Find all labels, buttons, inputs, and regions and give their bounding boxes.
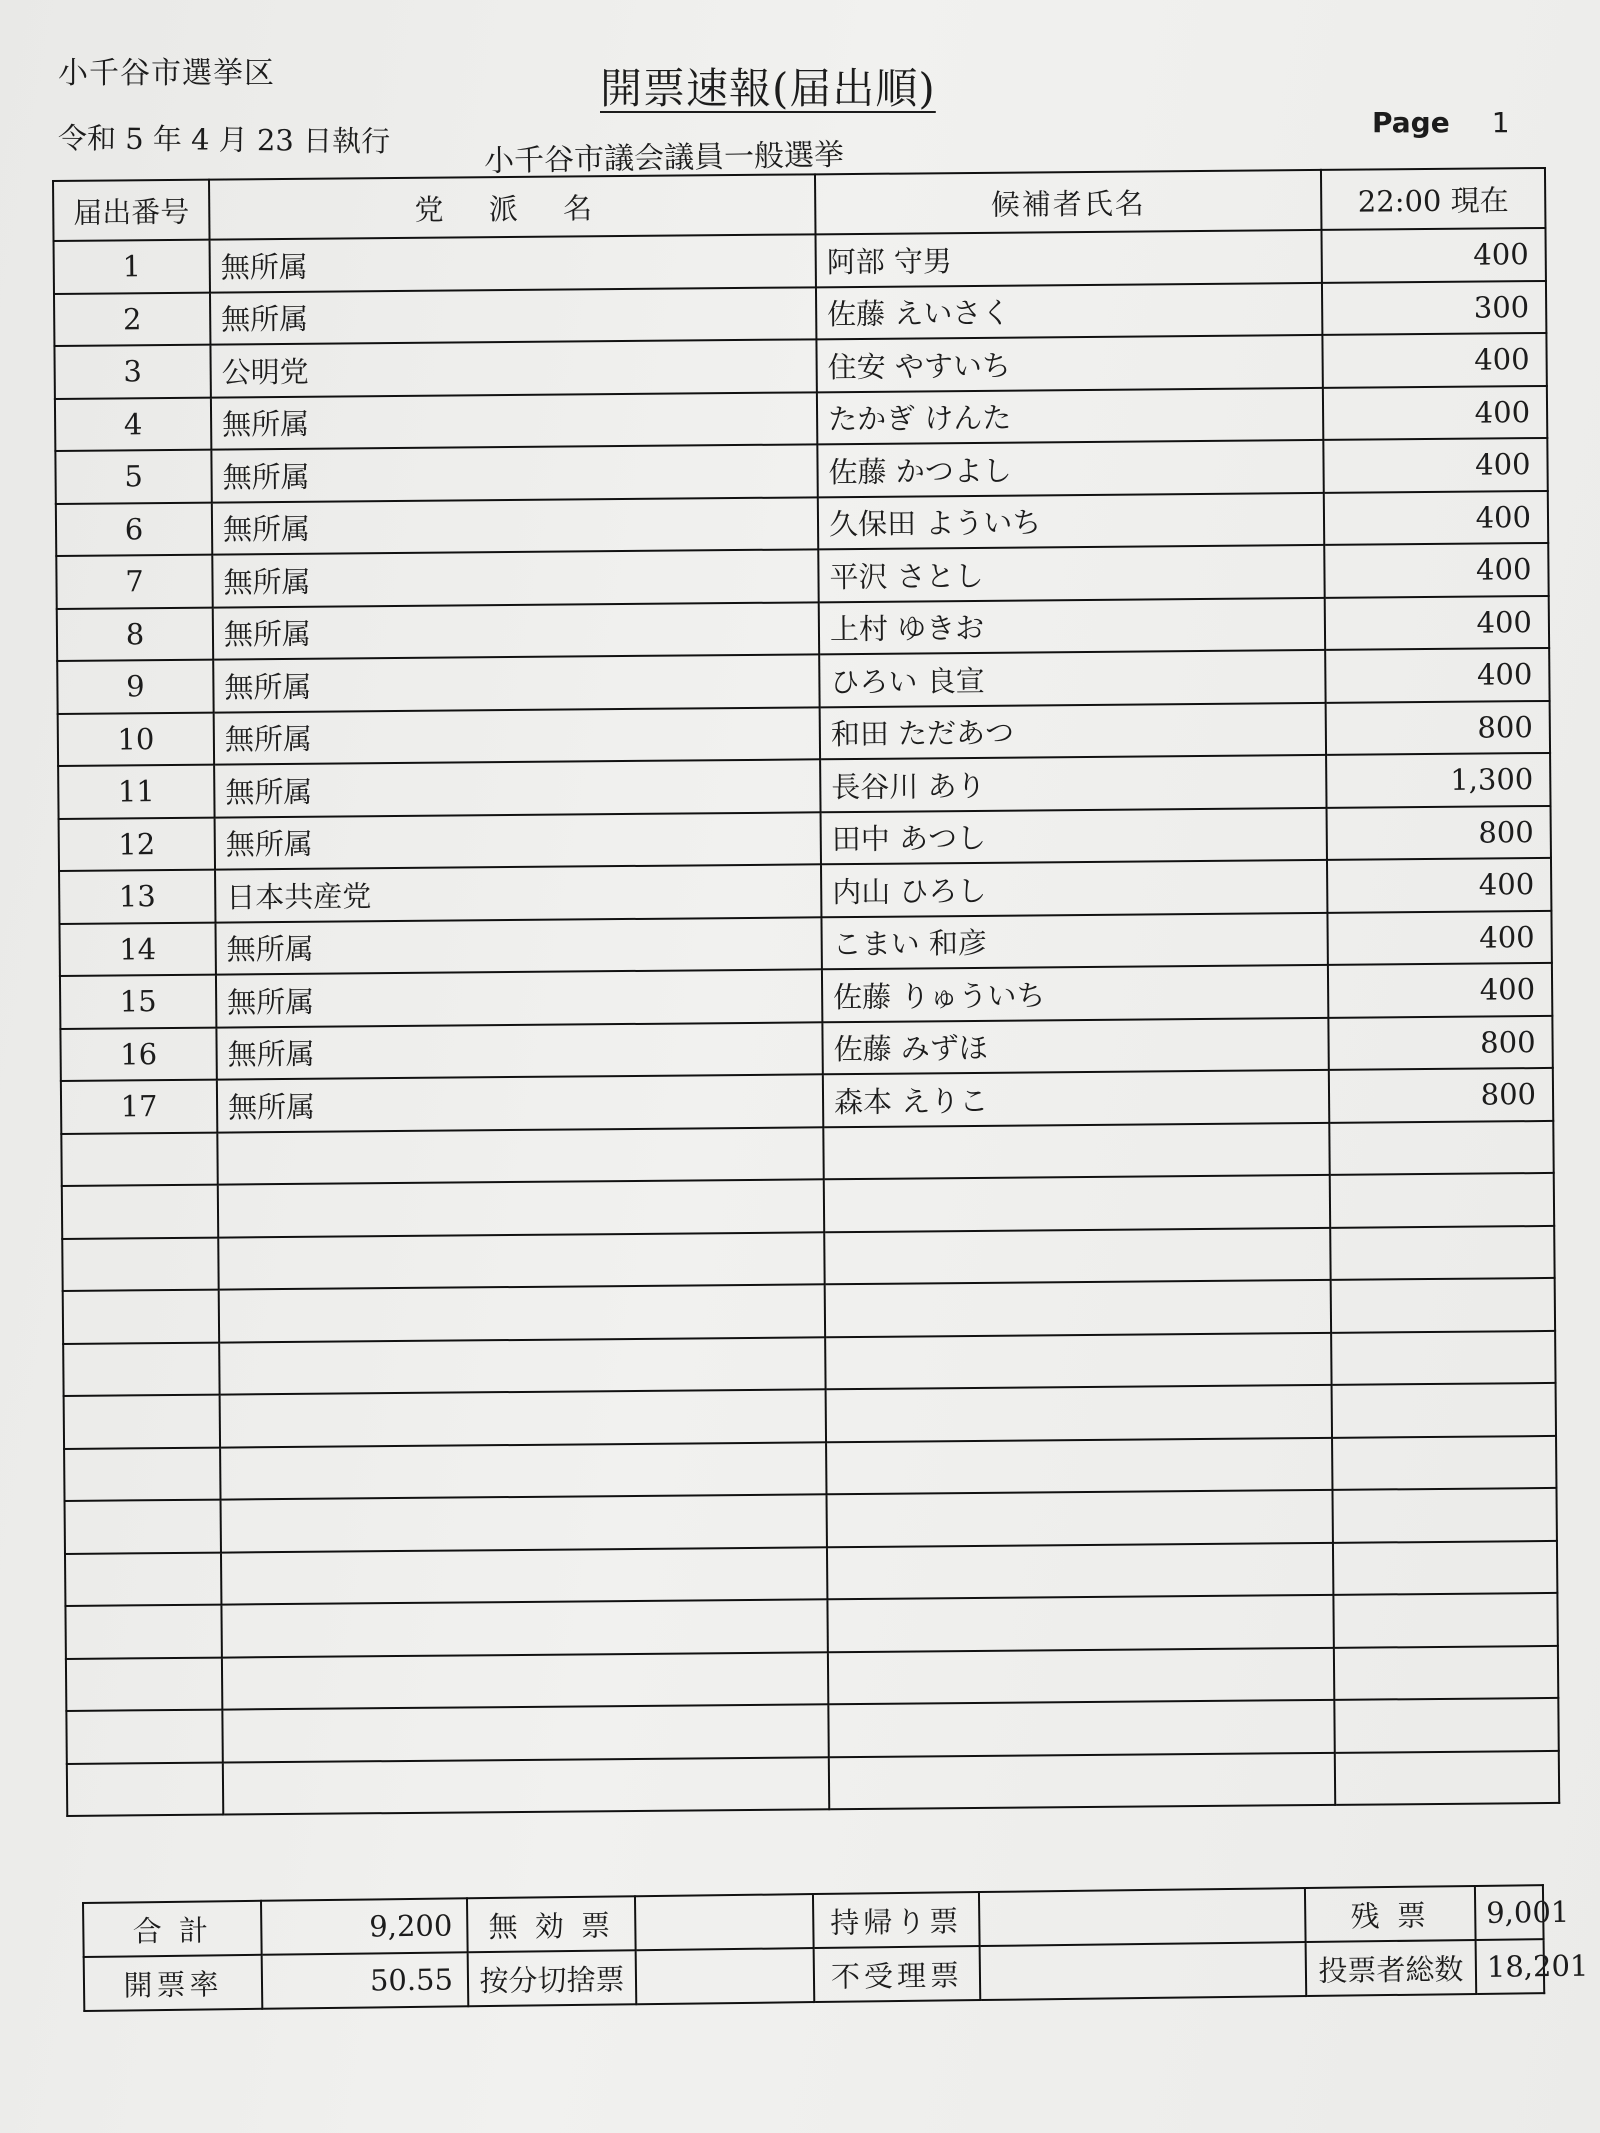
row-candidate-name — [823, 1122, 1329, 1179]
row-number — [66, 1710, 222, 1764]
row-party: 無所属 — [216, 1022, 822, 1080]
row-number: 1 — [54, 240, 210, 294]
row-number: 3 — [54, 345, 210, 399]
row-votes — [1333, 1540, 1557, 1594]
row-votes: 800 — [1327, 805, 1551, 859]
row-votes: 400 — [1323, 438, 1547, 492]
results-body — [54, 228, 1560, 1816]
row-votes: 400 — [1325, 595, 1549, 649]
remaining-value: 9,001 — [1475, 1885, 1544, 1940]
row-votes: 400 — [1323, 385, 1547, 439]
row-votes: 400 — [1325, 648, 1549, 702]
row-candidate-name — [826, 1490, 1332, 1547]
row-candidate-name — [828, 1700, 1334, 1757]
row-party — [222, 1704, 828, 1762]
header-name: 候補者氏名 — [815, 170, 1322, 234]
row-votes: 400 — [1322, 333, 1546, 387]
page-label: Page — [1372, 106, 1450, 139]
row-number: 14 — [59, 922, 215, 976]
row-candidate-name — [826, 1385, 1332, 1442]
row-votes: 400 — [1324, 543, 1548, 597]
row-party: 無所属 — [210, 234, 816, 292]
row-party: 無所属 — [212, 497, 818, 555]
row-party: 無所属 — [211, 444, 817, 502]
row-candidate-name — [824, 1227, 1330, 1284]
row-votes — [1335, 1750, 1559, 1804]
row-candidate-name — [827, 1542, 1333, 1599]
row-votes — [1332, 1383, 1556, 1437]
row-number: 13 — [59, 870, 215, 924]
row-votes — [1333, 1593, 1557, 1647]
row-candidate-name — [826, 1437, 1332, 1494]
voters-value: 18,201 — [1476, 1939, 1545, 1994]
row-candidate-name — [825, 1332, 1331, 1389]
row-votes: 400 — [1324, 490, 1548, 544]
row-votes — [1334, 1698, 1558, 1752]
not-accepted-value — [980, 1942, 1307, 2000]
row-number — [62, 1237, 218, 1291]
row-votes: 800 — [1329, 1068, 1553, 1122]
not-accepted-label: 不受理票 — [814, 1946, 981, 2002]
row-number: 12 — [59, 817, 215, 871]
row-candidate-name: 住安 やすいち — [816, 335, 1322, 392]
row-number: 5 — [55, 450, 211, 504]
row-party — [220, 1389, 826, 1447]
row-candidate-name — [824, 1175, 1330, 1232]
row-party: 無所属 — [215, 917, 821, 975]
row-votes: 400 — [1327, 858, 1551, 912]
row-candidate-name: 長谷川 あり — [820, 755, 1326, 812]
row-votes — [1330, 1173, 1554, 1227]
row-party — [221, 1494, 827, 1552]
row-party: 無所属 — [213, 602, 819, 660]
election-name: 小千谷市議会議員一般選挙 — [483, 137, 845, 179]
row-party — [218, 1179, 824, 1237]
document-title: 開票速報(届出順) — [600, 64, 936, 113]
row-number — [66, 1657, 222, 1711]
row-votes — [1334, 1645, 1558, 1699]
row-number: 6 — [56, 502, 212, 556]
row-candidate-name: ひろい 良宣 — [819, 650, 1325, 707]
row-party: 無所属 — [211, 392, 817, 450]
row-party: 無所属 — [214, 759, 820, 817]
row-number — [64, 1447, 220, 1501]
remaining-label: 残 票 — [1305, 1886, 1476, 1942]
proportional-label: 按分切捨票 — [468, 1950, 637, 2006]
results-table — [52, 167, 1560, 1817]
row-votes — [1332, 1488, 1556, 1542]
row-party — [223, 1757, 829, 1815]
page-indicator — [1372, 106, 1510, 139]
row-votes — [1329, 1120, 1553, 1174]
row-party — [220, 1442, 826, 1500]
row-party: 無所属 — [217, 1074, 823, 1132]
row-candidate-name: 森本 えりこ — [823, 1070, 1329, 1127]
row-number — [61, 1132, 217, 1186]
row-candidate-name: 佐藤 りゅういち — [822, 965, 1328, 1022]
row-number: 16 — [60, 1027, 216, 1081]
row-number — [63, 1342, 219, 1396]
row-votes: 1,300 — [1326, 753, 1550, 807]
row-number — [65, 1552, 221, 1606]
row-party: 日本共産党 — [215, 864, 821, 922]
row-votes: 400 — [1327, 910, 1551, 964]
row-candidate-name: 平沢 さとし — [818, 545, 1324, 602]
row-party: 無所属 — [216, 969, 822, 1027]
taken-home-value — [979, 1888, 1306, 1946]
row-number: 4 — [55, 397, 211, 451]
row-party — [218, 1232, 824, 1290]
row-number — [65, 1500, 221, 1554]
row-party: 無所属 — [213, 654, 819, 712]
row-number — [64, 1395, 220, 1449]
row-party — [222, 1652, 828, 1710]
rate-label: 開票率 — [84, 1955, 263, 2011]
row-candidate-name: 久保田 よういち — [818, 492, 1324, 549]
row-candidate-name: 佐藤 えいさく — [816, 282, 1322, 339]
row-candidate-name: 和田 ただあつ — [820, 702, 1326, 759]
row-number: 17 — [61, 1080, 217, 1134]
row-votes — [1331, 1330, 1555, 1384]
voters-label: 投票者総数 — [1306, 1940, 1477, 1996]
invalid-value — [635, 1894, 814, 1950]
row-party: 無所属 — [212, 549, 818, 607]
row-number: 11 — [58, 765, 214, 819]
row-party: 無所属 — [215, 812, 821, 870]
proportional-value — [636, 1948, 815, 2004]
row-votes: 800 — [1326, 700, 1550, 754]
row-number — [62, 1185, 218, 1239]
row-candidate-name — [825, 1280, 1331, 1337]
row-votes: 400 — [1321, 228, 1545, 282]
row-party — [221, 1599, 827, 1657]
header-number: 届出番号 — [53, 180, 210, 241]
header-party: 党 派 名 — [209, 174, 816, 239]
invalid-label: 無 効 票 — [467, 1896, 636, 1952]
row-votes: 400 — [1328, 963, 1552, 1017]
row-number: 9 — [57, 660, 213, 714]
row-votes: 800 — [1328, 1015, 1552, 1069]
row-votes: 300 — [1322, 280, 1546, 334]
row-party — [219, 1284, 825, 1342]
row-candidate-name: 佐藤 かつよし — [817, 440, 1323, 497]
row-votes — [1330, 1225, 1554, 1279]
row-candidate-name: 内山 ひろし — [821, 860, 1327, 917]
district-label: 小千谷市選挙区 — [58, 56, 275, 91]
row-candidate-name: 田中 あつし — [821, 807, 1327, 864]
row-party: 無所属 — [210, 287, 816, 345]
row-party: 無所属 — [214, 707, 820, 765]
row-votes — [1332, 1435, 1556, 1489]
row-number — [67, 1762, 223, 1816]
row-candidate-name: 阿部 守男 — [816, 230, 1322, 287]
row-number: 10 — [58, 712, 214, 766]
row-party — [221, 1547, 827, 1605]
page-number: 1 — [1491, 106, 1510, 139]
total-label: 合 計 — [83, 1901, 262, 1957]
row-number: 7 — [56, 555, 212, 609]
rate-value: 50.55 — [262, 1952, 469, 2009]
taken-home-label: 持帰り票 — [813, 1892, 980, 1948]
row-number — [65, 1605, 221, 1659]
row-number — [63, 1290, 219, 1344]
row-number: 2 — [54, 292, 210, 346]
row-party — [217, 1127, 823, 1185]
row-party — [219, 1337, 825, 1395]
row-number: 8 — [57, 607, 213, 661]
row-candidate-name: 佐藤 みずほ — [822, 1017, 1328, 1074]
summary-table — [82, 1884, 1589, 2012]
row-candidate-name: 上村 ゆきお — [819, 597, 1325, 654]
row-candidate-name — [828, 1647, 1334, 1704]
row-candidate-name — [827, 1595, 1333, 1652]
row-candidate-name — [829, 1752, 1335, 1809]
election-date: 令和 5 年 4 月 23 日執行 — [57, 121, 391, 159]
row-number: 15 — [60, 975, 216, 1029]
total-value: 9,200 — [261, 1898, 468, 1955]
header-time: 22:00 現在 — [1321, 168, 1546, 230]
row-candidate-name: こまい 和彦 — [821, 912, 1327, 969]
row-party: 公明党 — [210, 339, 816, 397]
row-votes — [1331, 1278, 1555, 1332]
row-candidate-name: たかぎ けんた — [817, 387, 1323, 444]
